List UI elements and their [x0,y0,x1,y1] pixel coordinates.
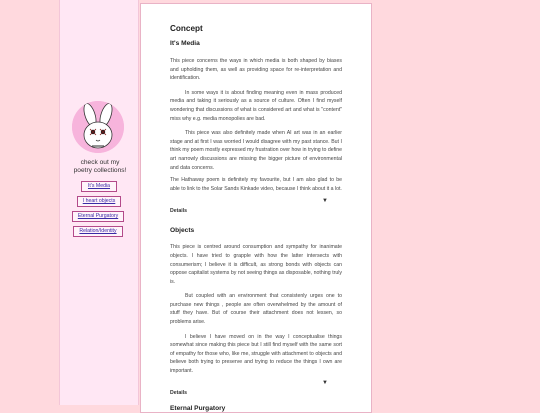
page-title: Concept [170,24,203,33]
section-heading-its-media: It's Media [170,40,200,47]
sidebar-caption [60,159,140,176]
sidebar [59,0,139,405]
paragraph: I believe I have moved on in the way I conceptualise things somewhat since making this piece but I still find myself with the same sort of empathy for those who, like me, struggle with attachment to objects and believe both trying to preserve and trying to reduce the things I own are important. [170,333,342,375]
paragraph: In some ways it is about finding meaning even in mass produced media and taking it seriously as a source of culture. Often I find myself wondering that discussions of what is considered art and what is "content" miss why e.g. media monopolies are bad. [170,89,342,122]
bunny-avatar-icon [72,101,124,153]
caption-line-1: check out my [80,159,120,166]
nav-button-i-heart-objects[interactable]: I heart objects [77,196,121,207]
expand-arrow-icon[interactable]: ▼ [322,379,328,386]
details-toggle-its-media[interactable] [170,198,342,215]
nav-button-its-media[interactable]: It's Media [81,181,117,192]
main-content [140,3,372,413]
paragraph: This piece was also definitely made when AI art was in an earlier stage and at first I was worried I would disagree with my past stance. But I think my poem mostly expressed my frustration over how in trying to define art narrowly discussions are missing the bigger picture of environmental and data concerns. [170,130,342,171]
paragraph: The Hathaway poem is definitely my favourite, but I am also glad to be able to link to the Solar Sands Kinkade video, because I think about it a lot. [170,177,342,192]
expand-arrow-icon[interactable]: ▼ [322,198,328,205]
section-heading-objects: Objects [170,227,195,235]
details-toggle-objects[interactable] [170,379,342,397]
details-label[interactable]: Details [170,389,188,396]
paragraph: This piece is centred around consumption and sympathy for inanimate objects. I have tried to grapple with how the latter intersects with consumerism; I believe it is difficult, as strong bonds with objects can oppose capitalist systems by not seeing things as disposable, nothing truly is. [170,244,342,285]
nav-button-eternal-purgatory[interactable]: Eternal Purgatory [72,211,124,222]
paragraph: But coupled with an environment that consistenly urges one to purchase new things , people are often overwhelmed by the amount of stuff they have. But of course their attachment does not lessen, so problems arise. [170,293,342,326]
details-label[interactable]: Details [170,208,188,215]
caption-line-2: poetry collections! [73,167,127,175]
section-heading-eternal-purgatory: Eternal Purgatory [170,404,226,412]
avatar [72,101,124,153]
nav-button-relation-identity[interactable]: Relation/Identity [73,226,123,237]
paragraph: This piece concerns the ways in which media is both shaped by biases and upholding them, as well as providing space for re-interpretation and identification. [170,58,342,82]
